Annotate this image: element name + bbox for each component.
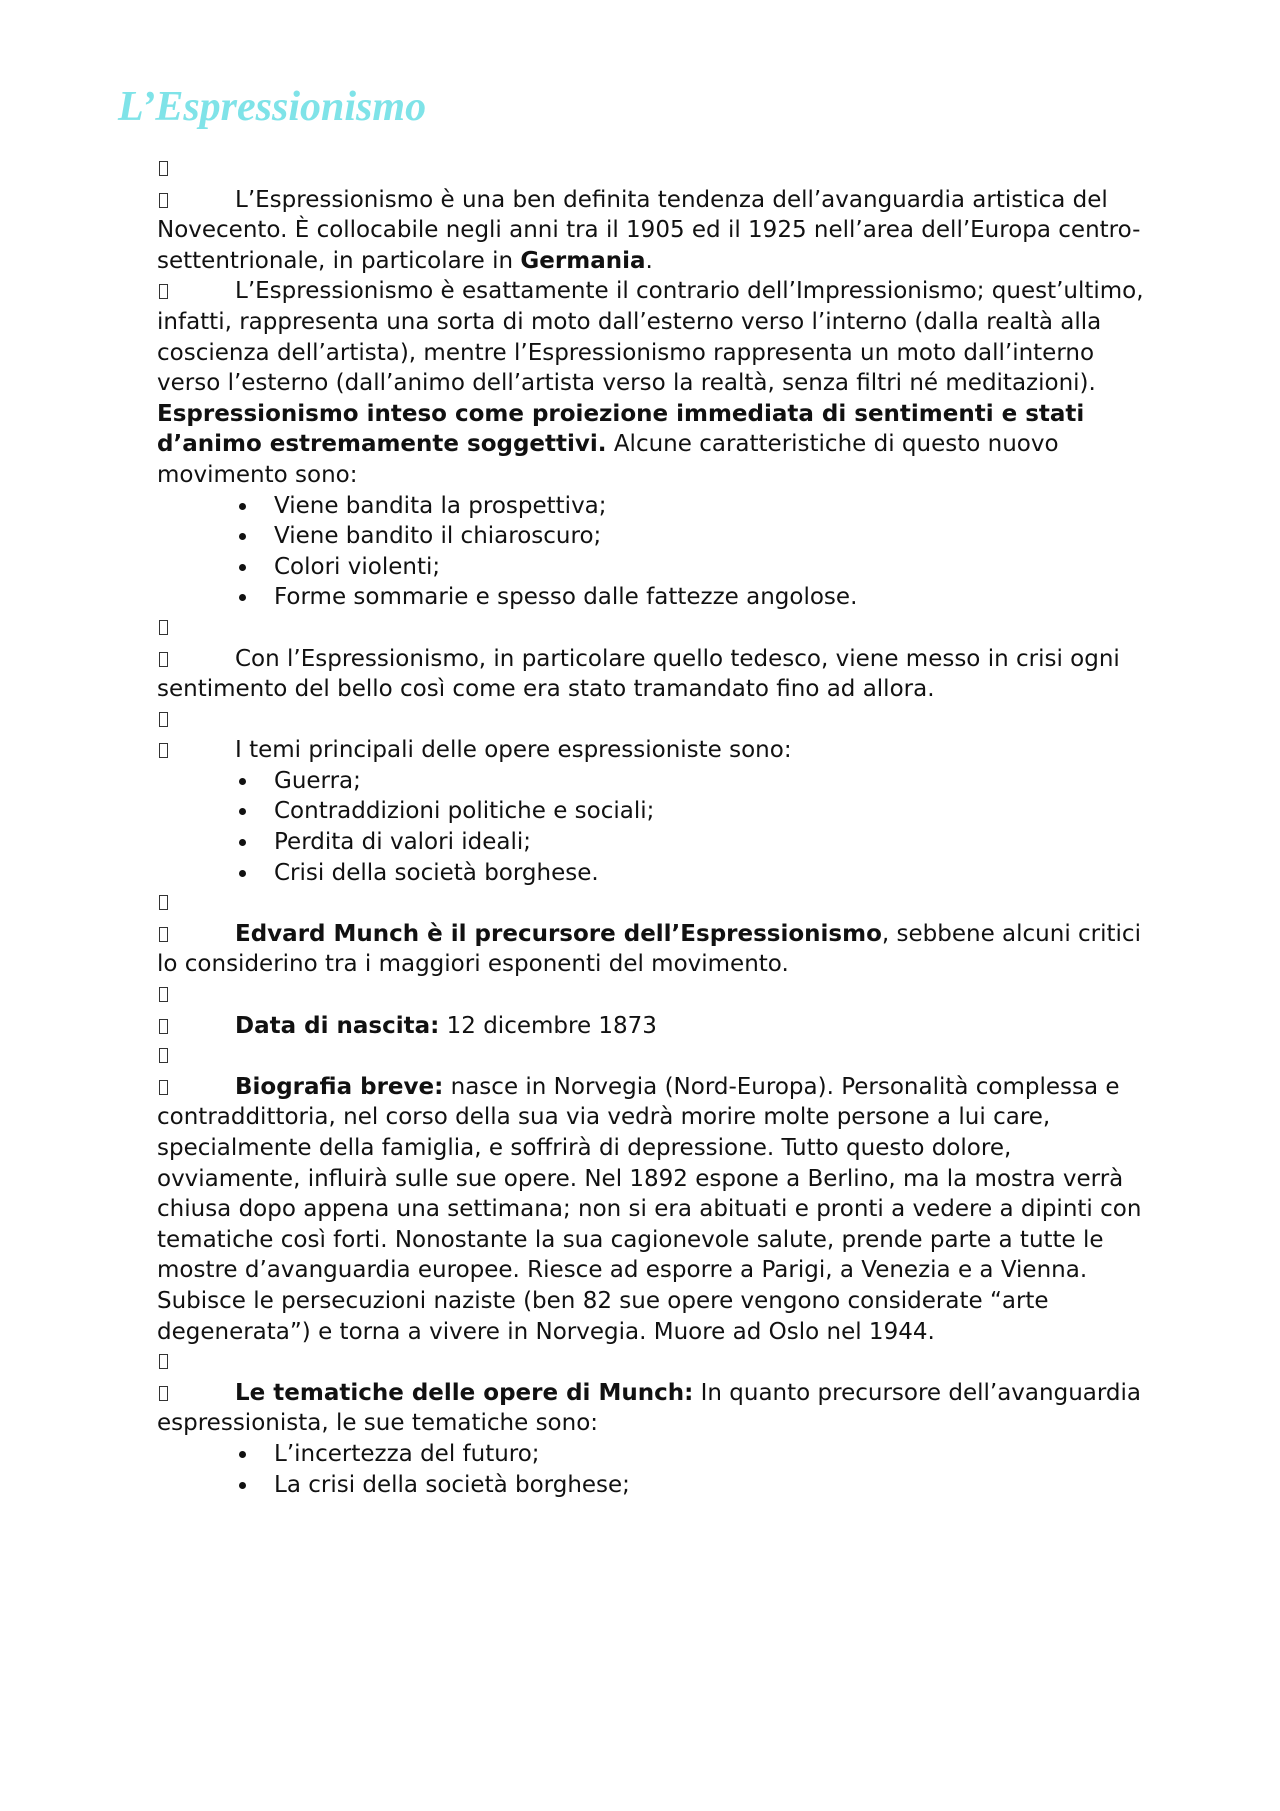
placeholder-glyph-icon (159, 1080, 168, 1095)
bio-paragraph: Biografia breve: nasce in Norvegia (Nord-Europa). Personalità complessa e contraddittoria, nel corso della sua via vedrà morire molte persone a lui care, specialmente della famiglia, e soffrirà di depressione. Tutto questo dolore, ovviamente, influirà sulle sue opere. Nel 1892 espone a Berlino, ma la mostra verrà chiusa dopo appena una settimana; non si era abituati e pronti a vedere a dipinti con tematiche così forti. Nonostante la sua cagionevole salute, prende parte a tutte le mostre d’avanguardia europee. Riesce ad esporre a Parigi, a Venezia e a Vienna. Subisce le persecuzioni naziste (ben 82 sue opere vengono considerate “arte degenerata”) e torna a vivere in Norvegia. Muore ad Oslo nel 1944. (157, 1073, 1142, 1345)
placeholder-glyph-icon (159, 1048, 168, 1063)
placeholder-glyph-icon (159, 652, 168, 667)
empty-line (157, 705, 1157, 736)
empty-line (157, 980, 1157, 1011)
munch-paragraph: Edvard Munch è il precursore dell’Espressionismo, sebbene alcuni critici lo considerino tra i maggiori esponenti del movimento. (157, 920, 1141, 978)
document-body (157, 154, 1157, 1500)
placeholder-glyph-icon (159, 927, 168, 942)
empty-line (157, 1041, 1157, 1072)
themes-intro-paragraph: I temi principali delle opere espressioniste sono: (157, 735, 1157, 766)
placeholder-glyph-icon (159, 895, 168, 910)
munch-themes-paragraph: Le tematiche delle opere di Munch: In quanto precursore dell’avanguardia espressionista, le sue tematiche sono: (157, 1379, 1141, 1437)
list-item: Crisi della società borghese. (235, 858, 1157, 889)
placeholder-glyph-icon (159, 712, 168, 727)
empty-line (157, 154, 1157, 185)
birth-paragraph: Data di nascita: 12 dicembre 1873 (157, 1011, 1157, 1042)
themes-list (157, 766, 1157, 888)
placeholder-glyph-icon (159, 193, 168, 208)
placeholder-glyph-icon (159, 284, 168, 299)
placeholder-glyph-icon (159, 620, 168, 635)
list-item: Contraddizioni politiche e sociali; (235, 796, 1157, 827)
empty-line (157, 888, 1157, 919)
list-item: Guerra; (235, 766, 1157, 797)
contrast-paragraph: L’Espressionismo è esattamente il contrario dell’Impressionismo; quest’ultimo, infatti, rappresenta una sorta di moto dall’esterno verso l’interno (dalla realtà alla coscienza dell’artista), mentre l’Espressionismo rappresenta un moto dall’interno verso l’esterno (dall’animo dell’artista verso la realtà, senza filtri né meditazioni). Espressionismo inteso come proiezione immediata di sentimenti e stati d’animo estremamente soggettivi. Alcune caratteristiche di questo nuovo movimento sono: (157, 278, 1144, 488)
list-item: L’incertezza del futuro; (235, 1439, 1157, 1470)
beauty-paragraph: Con l’Espressionismo, in particolare quello tedesco, viene messo in crisi ogni sentimento del bello così come era stato tramandato fino ad allora. (157, 645, 1120, 703)
placeholder-glyph-icon (159, 1386, 168, 1401)
empty-line (157, 1347, 1157, 1378)
list-item: Perdita di valori ideali; (235, 827, 1157, 858)
placeholder-glyph-icon (159, 1354, 168, 1369)
document-title: L’Espressionismo (118, 84, 427, 130)
placeholder-glyph-icon (159, 161, 168, 176)
empty-line (157, 613, 1157, 644)
list-item: Viene bandita la prospettiva; (235, 491, 1157, 522)
intro-paragraph: L’Espressionismo è una ben definita tendenza dell’avanguardia artistica del Novecento. È collocabile negli anni tra il 1905 ed il 1925 nell’area dell’Europa centro-settentrionale, in particolare in Germania. (157, 186, 1141, 274)
placeholder-glyph-icon (159, 1019, 168, 1034)
list-item: Colori violenti; (235, 552, 1157, 583)
munch-themes-list (157, 1439, 1157, 1500)
placeholder-glyph-icon (159, 743, 168, 758)
list-item: Viene bandito il chiaroscuro; (235, 521, 1157, 552)
characteristics-list (157, 491, 1157, 613)
placeholder-glyph-icon (159, 987, 168, 1002)
list-item: La crisi della società borghese; (235, 1470, 1157, 1501)
list-item: Forme sommarie e spesso dalle fattezze angolose. (235, 582, 1157, 613)
